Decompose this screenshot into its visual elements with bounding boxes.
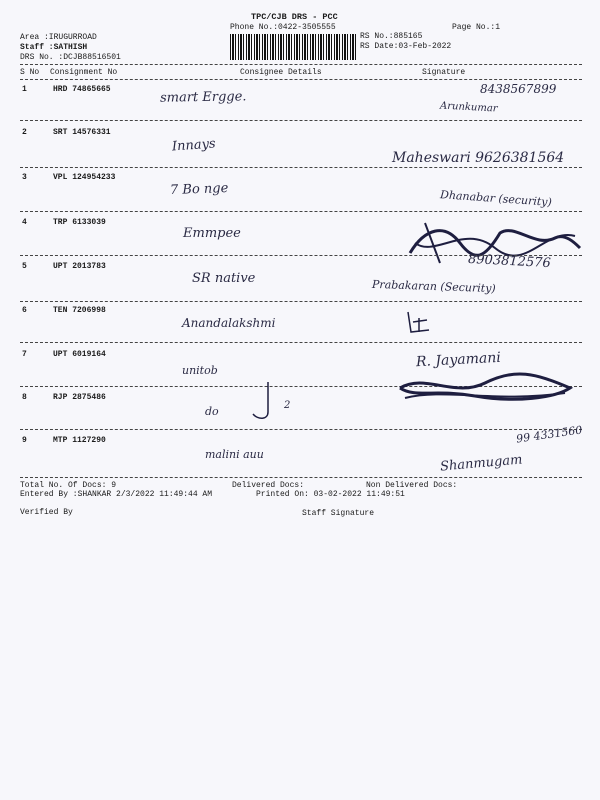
row-consignment-no: MTP 1127290	[53, 436, 106, 445]
row-consignee-handwriting: Anandalakshmi	[182, 316, 276, 330]
row-consignee-handwriting: Innays	[171, 136, 217, 155]
phone-number: Phone No.:0422-3505555	[230, 23, 336, 32]
row-consignment-no: VPL 124954233	[53, 173, 116, 182]
staff-signature: Staff Signature	[302, 509, 375, 518]
row-consignee-handwriting: do	[205, 405, 219, 418]
row-sno: 8	[22, 393, 27, 402]
row-divider	[20, 429, 582, 430]
page-number: Page No.:1	[452, 23, 501, 32]
ditto-mark: 2	[284, 400, 291, 411]
row-signature-phone: 99 4331560	[515, 423, 584, 446]
row-consignee-handwriting: malini auu	[205, 448, 264, 461]
row-sno: 4	[22, 218, 27, 227]
ditto-bracket	[250, 380, 280, 425]
divider	[20, 64, 582, 65]
row-consignment-no: SRT 14576331	[53, 128, 111, 137]
row-consignment-no: UPT 2013783	[53, 262, 106, 271]
document-title: TPC/CJB DRS - PCC	[251, 12, 338, 22]
signature-scribble	[395, 368, 580, 408]
row-signature-phone: Maheswari 9626381564	[392, 150, 565, 166]
row-consignment-no: TEN 7206998	[53, 306, 106, 315]
rs-date: RS Date:03-Feb-2022	[360, 42, 452, 51]
row-sno: 5	[22, 262, 27, 271]
barcode-image	[230, 34, 356, 60]
row-consignment-no: HRD 74865665	[53, 85, 111, 94]
row-consignment-no: TRP 6133039	[53, 218, 106, 227]
row-consignee-handwriting: unitob	[182, 364, 218, 377]
row-sno: 1	[22, 85, 27, 94]
delivered-docs: Delivered Docs:	[232, 481, 305, 490]
row-consignee-handwriting: Emmpee	[183, 226, 241, 241]
area-label: Area :IRUGURROAD	[20, 33, 97, 42]
column-header-sno: S No	[20, 68, 40, 77]
column-header-consignee: Consignee Details	[240, 68, 322, 77]
row-consignment-no: UPT 6019164	[53, 350, 106, 359]
row-divider	[20, 211, 582, 212]
signature-scribble	[405, 310, 435, 335]
row-divider	[20, 120, 582, 121]
row-signature: R. Jayamani	[415, 349, 502, 371]
row-consignment-no: RJP 2875486	[53, 393, 106, 402]
verified-by: Verified By	[20, 508, 73, 517]
row-divider	[20, 342, 582, 343]
entered-by: Entered By :SHANKAR 2/3/2022 11:49:44 AM	[20, 490, 213, 499]
row-signature: Shanmugam	[439, 452, 524, 475]
staff-label: Staff :SATHISH	[20, 43, 88, 52]
divider	[20, 79, 582, 80]
total-docs: Total No. Of Docs: 9	[20, 481, 117, 490]
rs-number: RS No.:885165	[360, 32, 423, 41]
printed-on: Printed On: 03-02-2022 11:49:51	[256, 490, 405, 499]
row-signature-phone: 8903812576	[467, 251, 552, 272]
row-divider	[20, 301, 582, 302]
row-consignee-handwriting: smart Ergge.	[159, 89, 247, 106]
drs-number: DRS No. :DCJB88516501	[20, 53, 121, 62]
row-consignee-handwriting: 7 Bo nge	[169, 180, 229, 199]
column-header-signature: Signature	[422, 68, 466, 77]
non-delivered-docs: Non Delivered Docs:	[366, 481, 458, 490]
row-sno: 2	[22, 128, 27, 137]
row-sno: 9	[22, 436, 27, 445]
row-divider	[20, 167, 582, 168]
row-sno: 7	[22, 350, 27, 359]
row-divider	[20, 477, 582, 478]
row-sno: 6	[22, 306, 27, 315]
row-signature: Arunkumar	[439, 100, 498, 115]
row-signature: Dhanabar (security)	[439, 188, 553, 209]
row-consignee-handwriting: SR native	[192, 271, 256, 286]
row-signature: Prabakaran (Security)	[371, 277, 496, 296]
row-signature-phone: 8438567899	[480, 82, 557, 96]
column-header-consignment: Consignment No	[50, 68, 118, 77]
row-sno: 3	[22, 173, 27, 182]
